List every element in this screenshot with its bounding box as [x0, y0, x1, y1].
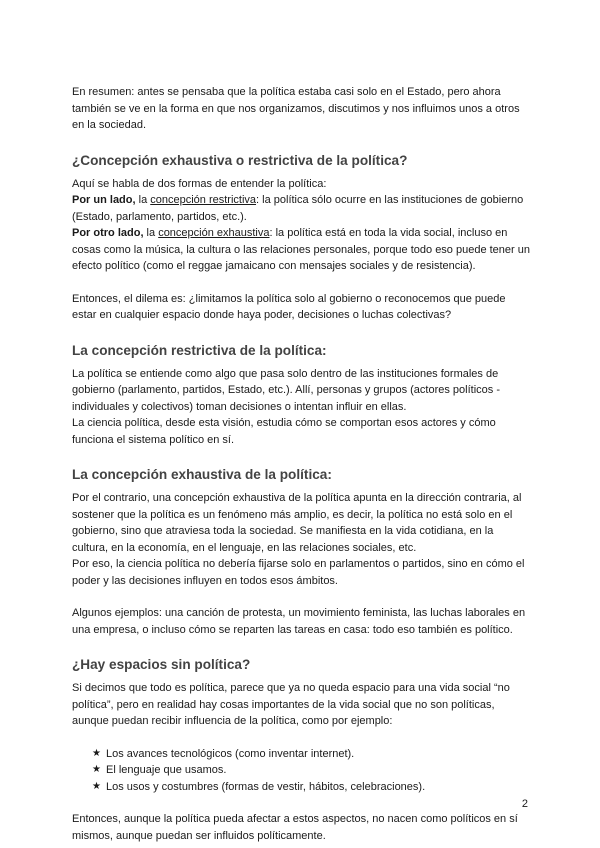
restrictive-summary: Por un lado, la concepción restrictiva: la política sólo ocurre en las instituciones de gobierno (Estado, parlamento, partidos, etc.).: [72, 194, 524, 223]
star-icon: ★: [92, 747, 101, 759]
non-political-list: [72, 746, 530, 796]
section-heading-exhaustive-or-restrictive: ¿Concepción exhaustiva o restrictiva de la política?: [72, 152, 408, 168]
dilemma-paragraph: Entonces, el dilema es: ¿limitamos la política solo al gobierno o reconocemos que puede estar en cualquier espacio donde haya poder, decisiones o luchas colectivas?: [72, 292, 506, 321]
section-heading-exhaustive: La concepción exhaustiva de la política:: [72, 467, 332, 482]
exhaustive-science-paragraph: Por eso, la ciencia política no debería fijarse solo en parlamentos o partidos, sino en cómo el poder y las decisiones influyen en todos esos ámbitos.: [72, 558, 525, 587]
restrictive-science-paragraph: La ciencia política, desde esta visión, estudia cómo se comportan esos actores y cómo funciona el sistema político en sí.: [72, 417, 496, 446]
star-icon: ★: [92, 780, 101, 792]
intro-paragraph: En resumen: antes se pensaba que la política estaba casi solo en el Estado, pero ahora también se ve en la forma en que nos organizamos, discutimos y nos influimos unos a otros en la sociedad.: [72, 86, 520, 131]
exhaustive-summary: Por otro lado, la concepción exhaustiva: la política está en toda la vida social, incluso en cosas como la música, la cultura o las relaciones personales, porque todo eso puede tener un efecto político (como el reggae jamaicano con mensajes sociales y de resistencia).: [72, 227, 530, 272]
section-heading-spaces-without-politics: ¿Hay espacios sin política?: [72, 657, 251, 672]
page-number: 2: [521, 798, 528, 810]
spaces-paragraph: Si decimos que todo es política, parece que ya no queda espacio para una vida social “no política”, pero en realidad hay cosas importantes de la vida social que no son políticas, aunque puedan recibir influencia de la política, como por ejemplo:: [72, 682, 510, 727]
exhaustive-paragraph: Por el contrario, una concepción exhaustiva de la política apunta en la dirección contraria, al sostener que la política es un fenómeno más amplio, es decir, la política no está solo en el gobierno, sino que atraviesa toda la sociedad. Se manifiesta en la vida cotidiana, en la cultura, en la economía, en el lenguaje, en las relaciones sociales, etc.: [72, 492, 522, 554]
restrictive-term: concepción restrictiva: [150, 194, 257, 206]
conclusion-paragraph: Entonces, aunque la política pueda afectar a estos aspectos, no nacen como políticos en sí mismos, aunque puedan ser influidos políticamente.: [72, 813, 518, 842]
list-item: ★ Los usos y costumbres (formas de vestir, hábitos, celebraciones).: [92, 779, 530, 796]
section-heading-restrictive: La concepción restrictiva de la política:: [72, 342, 327, 358]
document-page: [72, 84, 530, 844]
examples-paragraph: Algunos ejemplos: una canción de protesta, un movimiento feminista, las luchas laborales en una empresa, o incluso cómo se reparten las tareas en casa: todo eso también es político.: [72, 607, 526, 636]
section1-intro: Aquí se habla de dos formas de entender la política:: [72, 177, 327, 190]
list-item: ★ El lenguaje que usamos.: [92, 762, 530, 779]
exhaustive-summary-lead: Por otro lado,: [72, 227, 144, 239]
restrictive-summary-lead: Por un lado,: [72, 194, 136, 206]
exhaustive-term: concepción exhaustiva: [158, 227, 270, 239]
star-icon: ★: [92, 764, 101, 775]
restrictive-paragraph: La política se entiende como algo que pasa solo dentro de las instituciones formales de gobierno (parlamento, partidos, Estado, etc.). Allí, personas y grupos (actores políticos - individuales y colectivos) toman decisiones o intentan influir en ellas.: [72, 367, 500, 413]
list-item: ★ Los avances tecnológicos (como inventar internet).: [92, 746, 530, 763]
